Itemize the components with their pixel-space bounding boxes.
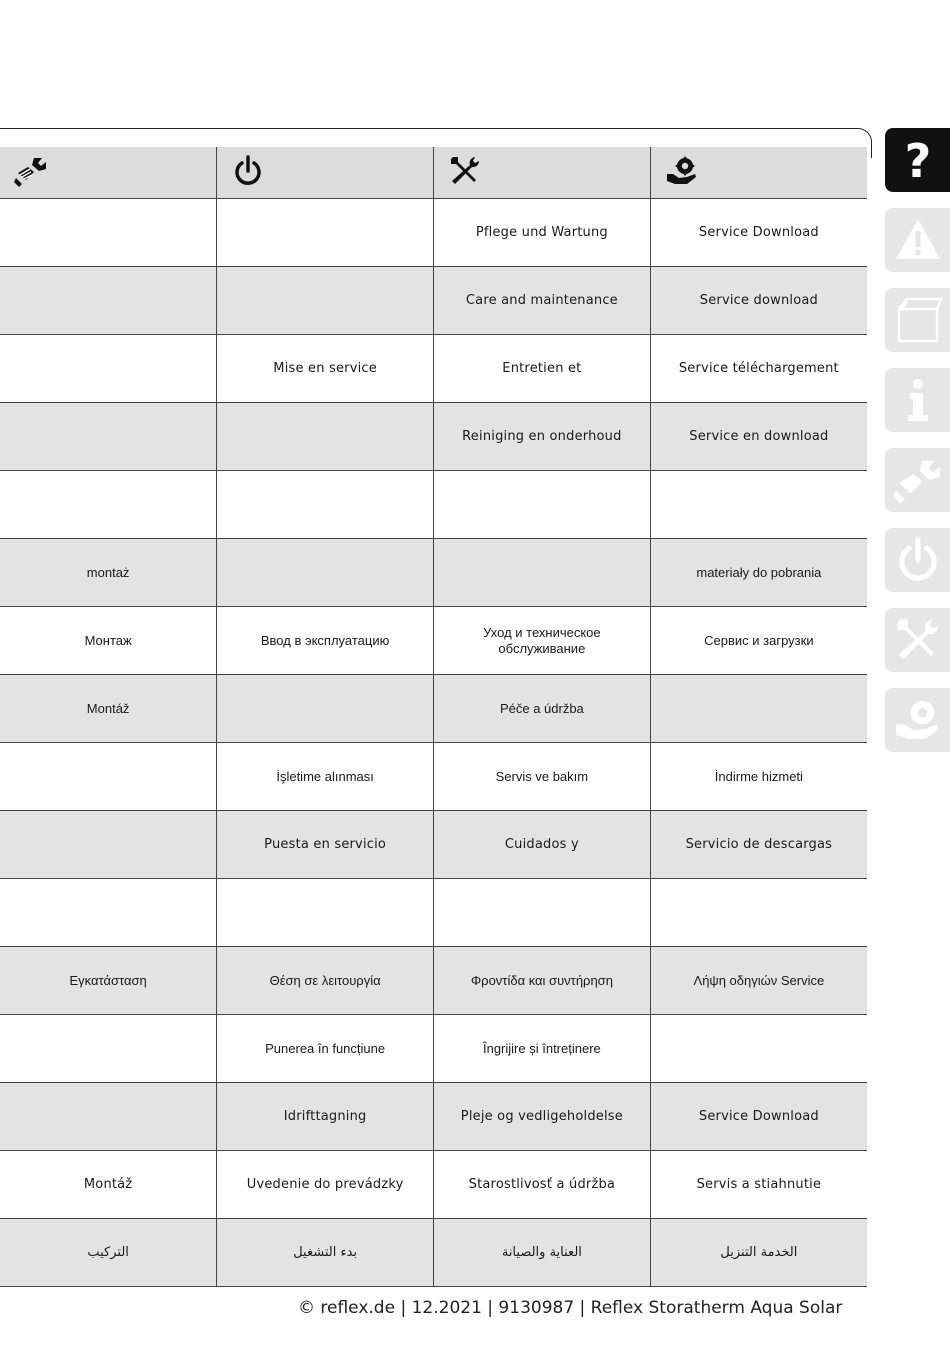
table-cell: Service en download [650,403,867,471]
table-cell: Reiniging en onderhoud [434,403,651,471]
column-header-commissioning [217,147,434,199]
table-cell: Idrifttagning [217,1083,434,1151]
question-icon [893,135,943,185]
table-cell [217,267,434,335]
table-cell: Care and maintenance [434,267,651,335]
table-row [0,743,867,811]
table-row [0,811,867,879]
table-header-row [0,147,867,199]
table-cell: بدء التشغيل [217,1219,434,1287]
side-tab-bar [885,128,950,768]
side-tab-installation[interactable] [885,448,950,512]
svg-text:?: ? [904,135,931,185]
table-cell [0,1015,217,1083]
table-cell: montaż [0,539,217,607]
table-cell [0,335,217,403]
table-cell: Λήψη οδηγιών Service [650,947,867,1015]
table-cell: Entretien et [434,335,651,403]
table-row [0,539,867,607]
table-cell: Punerea în funcțiune [217,1015,434,1083]
table-cell: Starostlivosť a údržba [434,1151,651,1219]
table-cell: Service Download [650,199,867,267]
table-cell: Uvedenie do prevádzky [217,1151,434,1219]
wrench-hand-icon [893,455,943,505]
tools-icon [448,154,482,188]
table-cell [0,811,217,879]
side-tab-commissioning[interactable] [885,528,950,592]
side-tab-help[interactable] [885,128,950,192]
table-cell [434,879,651,947]
table-cell: التركيب [0,1219,217,1287]
table-cell: materiały do pobrania [650,539,867,607]
side-tab-info[interactable] [885,368,950,432]
table-cell: Pleje og vedligeholdelse [434,1083,651,1151]
side-tab-maintenance[interactable] [885,608,950,672]
table-cell [650,879,867,947]
table-cell: Сервис и загрузки [650,607,867,675]
table-cell: Уход и техническое обслуживание [434,607,651,675]
table-row [0,947,867,1015]
table-cell [0,1083,217,1151]
table-cell [217,675,434,743]
table-cell [0,743,217,811]
warning-icon [893,215,943,265]
power-icon [231,154,265,188]
table-cell [217,199,434,267]
info-icon [893,375,943,425]
table-cell [217,879,434,947]
side-tab-service[interactable] [885,688,950,752]
table-cell: Service Download [650,1083,867,1151]
table-cell: Montáž [0,1151,217,1219]
side-tab-safety[interactable] [885,208,950,272]
table-row [0,1015,867,1083]
table-row [0,471,867,539]
table-cell: Εγκατάσταση [0,947,217,1015]
table-cell: Cuidados y [434,811,651,879]
table-cell [434,539,651,607]
footer-text: © reflex.de | 12.2021 | 9130987 | Reflex Storatherm Aqua Solar [298,1298,843,1318]
table-cell: Service téléchargement [650,335,867,403]
table-cell: Ввод в эксплуатацию [217,607,434,675]
table-row [0,335,867,403]
table-cell: Servis ve bakım [434,743,651,811]
table-cell [217,471,434,539]
table-cell [217,403,434,471]
tools-icon [893,615,943,665]
wrench-hand-icon [14,154,48,188]
table-row [0,1219,867,1287]
table-cell: العناية والصيانة [434,1219,651,1287]
column-header-service [650,147,867,199]
table-row [0,879,867,947]
table-row [0,267,867,335]
gear-hand-icon [893,695,943,745]
table-cell [650,675,867,743]
table-cell: İndirme hizmeti [650,743,867,811]
power-icon [893,535,943,585]
column-header-installation [0,147,217,199]
table-cell: Φροντίδα και συντήρηση [434,947,651,1015]
table-cell: Mise en service [217,335,434,403]
table-cell: الخدمة التنزيل [650,1219,867,1287]
table-cell [434,471,651,539]
table-cell: Servis a stiahnutie [650,1151,867,1219]
table-cell [217,539,434,607]
side-tab-package[interactable] [885,288,950,352]
table-cell: Îngrijire și întreținere [434,1015,651,1083]
table-cell [0,199,217,267]
table-cell: Pflege und Wartung [434,199,651,267]
box-icon [893,295,943,345]
language-table [0,147,867,1287]
table-row [0,1083,867,1151]
table-row [0,403,867,471]
table-cell [0,403,217,471]
table-cell: Монтаж [0,607,217,675]
table-cell [0,879,217,947]
table-cell: Puesta en servicio [217,811,434,879]
gear-hand-icon [665,154,699,188]
table-cell: Servicio de descargas [650,811,867,879]
table-cell: Péče a údržba [434,675,651,743]
table-cell [0,471,217,539]
table-cell: İşletime alınması [217,743,434,811]
table-cell [0,267,217,335]
table-cell [650,1015,867,1083]
table-row [0,199,867,267]
column-header-maintenance [434,147,651,199]
table-row [0,1151,867,1219]
table-cell: Θέση σε λειτουργία [217,947,434,1015]
table-cell [650,471,867,539]
table-cell: Montáž [0,675,217,743]
table-cell: Service download [650,267,867,335]
table-row [0,675,867,743]
table-row [0,607,867,675]
